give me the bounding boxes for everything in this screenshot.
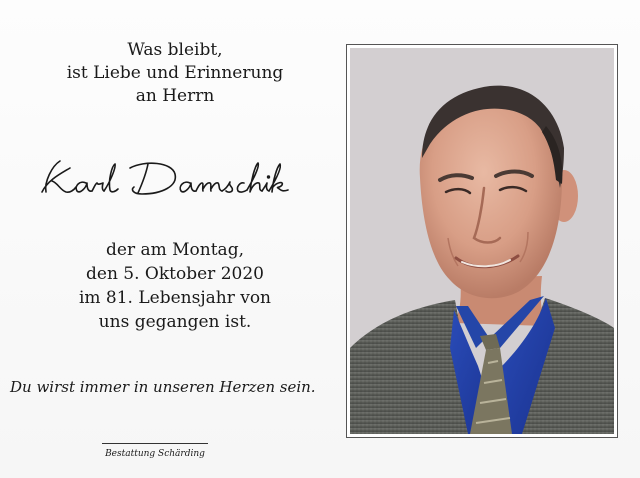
details-line-4: uns gegangen ist. <box>98 312 252 332</box>
death-details <box>45 238 305 334</box>
verse-line-3: an Herrn <box>135 86 215 106</box>
deceased-name-script <box>30 152 300 202</box>
details-line-2: den 5. Oktober 2020 <box>86 264 264 284</box>
details-line-3: im 81. Lebensjahr von <box>78 288 272 308</box>
script-name-drawing <box>30 152 300 202</box>
details-line-1: der am Montag, <box>106 240 244 260</box>
verse-line-1: Was bleibt, <box>127 40 223 60</box>
undertaker-name: Bestattung Schärding <box>105 449 205 459</box>
memorial-motto: Du wirst immer in unseren Herzen sein. <box>10 378 316 396</box>
signature-divider <box>102 443 208 444</box>
portrait-illustration <box>350 48 614 434</box>
portrait-photo <box>350 48 614 434</box>
portrait-frame <box>346 44 618 438</box>
memorial-verse <box>40 39 310 108</box>
verse-line-2: ist Liebe und Erinnerung <box>66 63 284 83</box>
